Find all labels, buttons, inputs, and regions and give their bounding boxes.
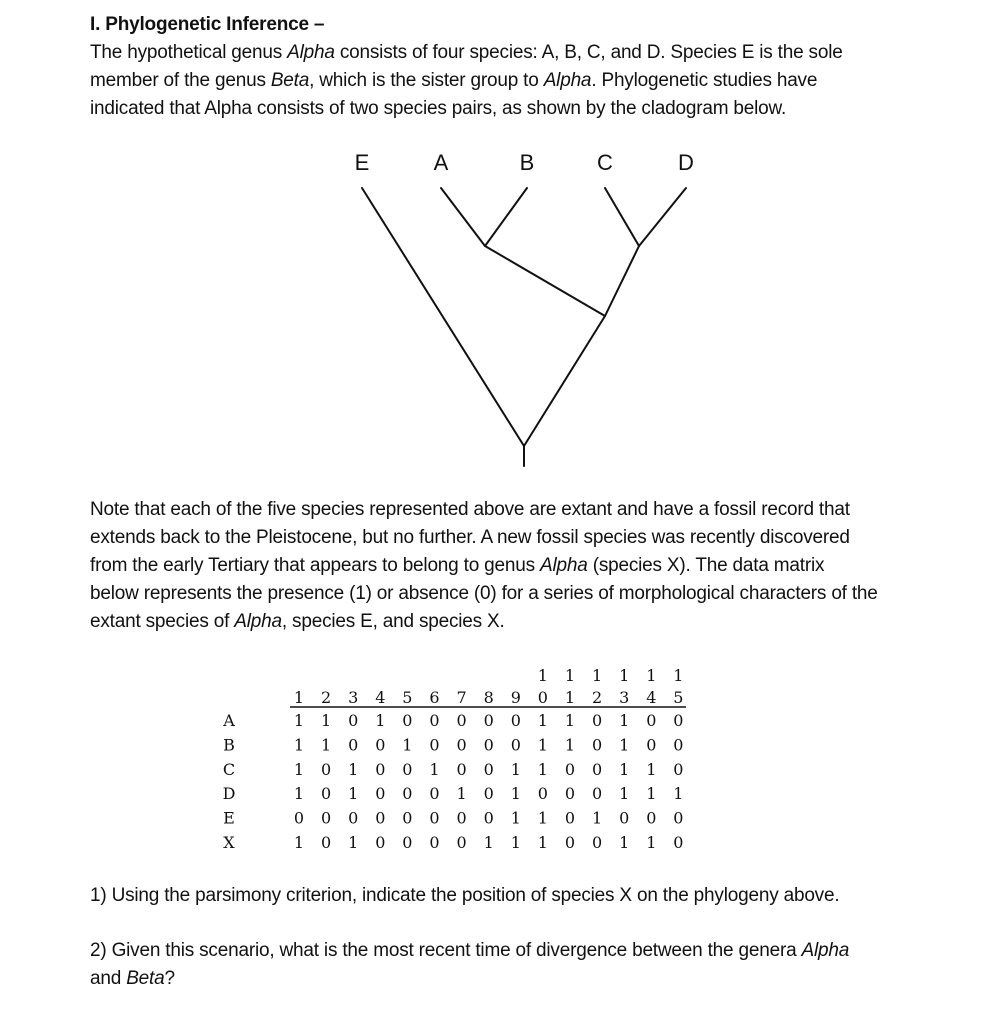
matrix-cell: 1 xyxy=(321,711,332,730)
text-run: 2) Given this scenario, what is the most recent time of divergence between the genera xyxy=(90,940,802,961)
question-2-line xyxy=(90,937,849,965)
matrix-cell: 0 xyxy=(456,833,467,852)
matrix-cell: 1 xyxy=(592,808,603,828)
matrix-cell: 0 xyxy=(375,833,386,852)
matrix-cell: 0 xyxy=(510,711,521,730)
char-index-units: 2 xyxy=(592,688,603,707)
matrix-cell: 0 xyxy=(510,735,521,755)
matrix-cell: 0 xyxy=(483,808,494,828)
question-2-line xyxy=(90,965,849,993)
matrix-cell: 0 xyxy=(564,808,576,828)
char-index-units: 9 xyxy=(510,688,521,707)
matrix-cell: 0 xyxy=(564,784,576,804)
matrix-row-label: E xyxy=(223,808,235,828)
matrix-cell: 1 xyxy=(510,808,521,828)
matrix-row-label: A xyxy=(223,711,235,730)
italic-run: Alpha xyxy=(287,42,335,63)
matrix-cell: 0 xyxy=(592,711,603,730)
matrix-cell: 0 xyxy=(293,808,305,828)
matrix-cell: 1 xyxy=(348,833,359,852)
text-run: from the early Tertiary that appears to belong to genus xyxy=(90,555,540,576)
italic-run: Beta xyxy=(126,968,165,989)
matrix-cell: 0 xyxy=(483,759,494,779)
matrix-cell: 1 xyxy=(510,759,521,779)
matrix-cell: 0 xyxy=(564,759,576,779)
matrix-cell: 0 xyxy=(429,735,440,755)
text-run: below represents the presence (1) or absence (0) for a series of morphological characters of the xyxy=(90,583,878,604)
matrix-cell: 0 xyxy=(321,759,332,779)
matrix-cell: 0 xyxy=(402,784,413,804)
text-run: consists of four species: A, B, C, and D. Species E is the sole xyxy=(334,42,843,63)
matrix-cells xyxy=(222,666,683,852)
italic-run: Beta xyxy=(270,70,310,91)
matrix-cell: 1 xyxy=(564,735,576,755)
taxon-label-b: B xyxy=(519,150,535,175)
matrix-cell: 0 xyxy=(673,833,684,852)
matrix-cell: 0 xyxy=(592,833,603,852)
char-index-units: 1 xyxy=(564,688,576,707)
question-2 xyxy=(90,937,849,993)
matrix-cell: 0 xyxy=(456,711,467,730)
matrix-cell: 0 xyxy=(348,735,359,755)
matrix-cell: 1 xyxy=(564,711,576,730)
matrix-cell: 1 xyxy=(456,784,467,804)
taxon-label-c: C xyxy=(597,150,613,175)
char-index-units: 1 xyxy=(293,688,305,707)
matrix-cell: 1 xyxy=(646,833,657,852)
matrix-row-label: X xyxy=(223,833,235,852)
matrix-cell: 1 xyxy=(321,735,332,755)
matrix-cell: 0 xyxy=(456,735,467,755)
matrix-cell: 1 xyxy=(619,711,630,730)
matrix-cell: 0 xyxy=(456,759,467,779)
matrix-cell: 1 xyxy=(483,833,494,852)
matrix-cell: 1 xyxy=(293,784,305,804)
char-index-units: 0 xyxy=(537,688,548,707)
matrix-cell: 0 xyxy=(321,808,332,828)
matrix-cell: 0 xyxy=(429,833,440,852)
char-index-units: 6 xyxy=(429,688,440,707)
text-run: , which is the sister group to xyxy=(309,70,544,91)
matrix-cell: 0 xyxy=(321,784,332,804)
char-index-tens: 1 xyxy=(592,666,603,685)
char-index-tens: 1 xyxy=(673,666,684,685)
italic-run: Alpha xyxy=(801,940,850,961)
char-index-tens: 1 xyxy=(564,666,576,685)
char-index-units: 4 xyxy=(375,688,386,707)
matrix-cell: 0 xyxy=(375,808,386,828)
text-run: , species E, and species X. xyxy=(281,611,505,632)
char-index-units: 7 xyxy=(456,688,467,707)
matrix-cell: 1 xyxy=(537,759,548,779)
char-index-tens: 1 xyxy=(646,666,657,685)
question-1-line xyxy=(90,882,839,910)
matrix-cell: 0 xyxy=(429,711,440,730)
italic-run: Alpha xyxy=(543,70,592,91)
matrix-cell: 0 xyxy=(673,808,684,828)
matrix-cell: 0 xyxy=(375,759,386,779)
matrix-cell: 1 xyxy=(348,759,359,779)
text-run: ? xyxy=(164,968,175,989)
char-index-units: 5 xyxy=(673,688,684,707)
matrix-cell: 0 xyxy=(646,808,657,828)
text-run: extends back to the Pleistocene, but no further. A new fossil species was recently discovered xyxy=(90,527,850,548)
matrix-cell: 1 xyxy=(619,759,630,779)
matrix-cell: 0 xyxy=(564,833,576,852)
matrix-cell: 0 xyxy=(402,833,413,852)
matrix-cell: 1 xyxy=(293,711,305,730)
matrix-cell: 0 xyxy=(402,759,413,779)
matrix-cell: 0 xyxy=(483,735,494,755)
matrix-cell: 0 xyxy=(429,784,440,804)
matrix-cell: 0 xyxy=(375,735,386,755)
matrix-cell: 0 xyxy=(402,808,413,828)
matrix-cell: 1 xyxy=(619,784,630,804)
taxon-label-a: A xyxy=(433,150,449,175)
matrix-cell: 0 xyxy=(592,759,603,779)
char-index-units: 3 xyxy=(348,688,359,707)
char-index-units: 4 xyxy=(646,688,657,707)
matrix-cell: 0 xyxy=(321,833,332,852)
text-run: and xyxy=(90,968,127,989)
text-run: member of the genus xyxy=(90,70,271,91)
matrix-row-label: B xyxy=(223,735,235,755)
char-index-units: 5 xyxy=(402,688,413,707)
char-index-tens: 1 xyxy=(619,666,630,685)
matrix-cell: 0 xyxy=(673,759,684,779)
matrix-cell: 1 xyxy=(375,711,386,730)
matrix-cell: 0 xyxy=(348,711,359,730)
matrix-cell: 1 xyxy=(619,735,630,755)
section-title: I. Phylogenetic Inference – xyxy=(90,14,325,35)
matrix-cell: 1 xyxy=(537,808,548,828)
matrix-cell: 0 xyxy=(483,784,494,804)
matrix-cell: 0 xyxy=(429,808,440,828)
text-run: . Phylogenetic studies have xyxy=(591,70,818,91)
matrix-cell: 1 xyxy=(537,833,548,852)
text-run: Note that each of the five species represented above are extant and have a fossil record that xyxy=(90,499,850,520)
question-1 xyxy=(90,882,839,910)
matrix-cell: 0 xyxy=(646,711,657,730)
matrix-cell: 1 xyxy=(537,735,548,755)
matrix-cell: 1 xyxy=(429,759,440,779)
matrix-cell: 0 xyxy=(646,735,657,755)
text-run: The hypothetical genus xyxy=(90,42,288,63)
matrix-cell: 0 xyxy=(592,735,603,755)
matrix-cell: 1 xyxy=(510,833,521,852)
taxon-label-e: E xyxy=(354,150,370,175)
text-run: (species X). The data matrix xyxy=(587,555,825,576)
matrix-cell: 1 xyxy=(537,711,548,730)
matrix-row-label: C xyxy=(222,759,236,779)
matrix-cell: 0 xyxy=(673,711,684,730)
char-index-units: 8 xyxy=(483,688,494,707)
taxon-label-d: D xyxy=(678,150,694,175)
matrix-cell: 1 xyxy=(293,759,305,779)
char-index-units: 2 xyxy=(321,688,332,707)
matrix-cell: 0 xyxy=(619,808,630,828)
matrix-cell: 0 xyxy=(483,711,494,730)
matrix-cell: 1 xyxy=(348,784,359,804)
matrix-cell: 1 xyxy=(293,833,305,852)
matrix-cell: 1 xyxy=(510,784,521,804)
matrix-cell: 0 xyxy=(348,808,359,828)
matrix-cell: 1 xyxy=(646,759,657,779)
matrix-cell: 1 xyxy=(293,735,305,755)
matrix-cell: 1 xyxy=(619,833,630,852)
italic-run: Alpha xyxy=(234,611,282,632)
matrix-cell: 0 xyxy=(673,735,684,755)
matrix-cell: 1 xyxy=(646,784,657,804)
text-run: 1) Using the parsimony criterion, indicate the position of species X on the phylogeny above. xyxy=(90,885,840,906)
matrix-row-label: D xyxy=(222,784,236,804)
matrix-cell: 1 xyxy=(673,784,684,804)
char-index-units: 3 xyxy=(619,688,630,707)
char-index-tens: 1 xyxy=(537,666,548,685)
matrix-cell: 0 xyxy=(592,784,603,804)
matrix-cell: 0 xyxy=(456,808,467,828)
matrix-cell: 0 xyxy=(537,784,548,804)
matrix-cell: 0 xyxy=(375,784,386,804)
italic-run: Alpha xyxy=(540,555,588,576)
matrix-cell: 0 xyxy=(402,711,413,730)
text-run: indicated that Alpha consists of two species pairs, as shown by the cladogram below. xyxy=(90,98,787,119)
matrix-cell: 1 xyxy=(402,735,413,755)
text-run: extant species of xyxy=(90,611,235,632)
